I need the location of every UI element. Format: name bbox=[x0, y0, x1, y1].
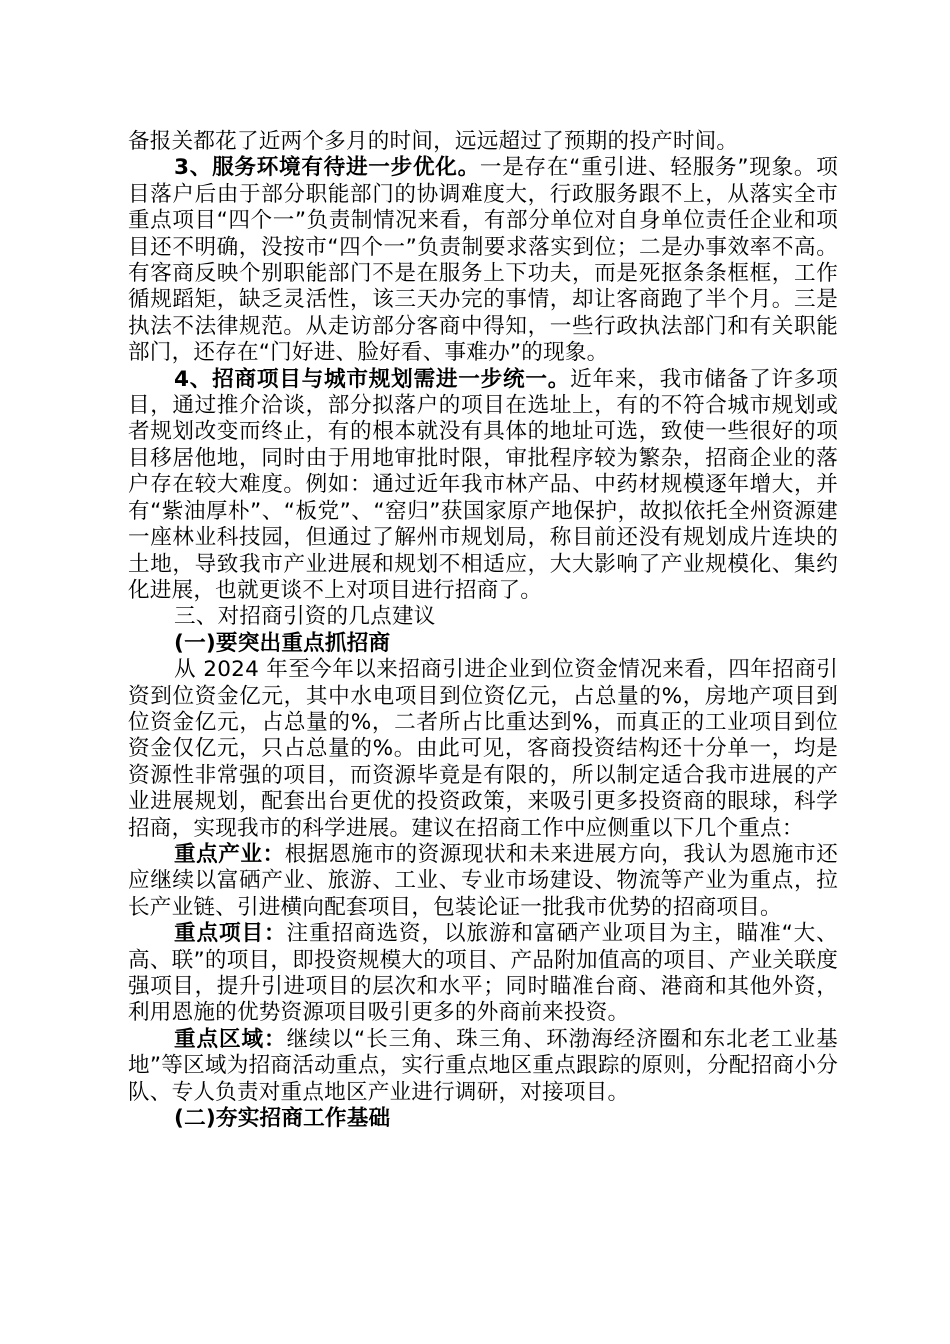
paragraph-urban-planning bbox=[128, 367, 838, 605]
paragraph-heading: 3、服务环境有待进一步优化。 bbox=[174, 155, 480, 181]
paragraph-text: 从 2024 年至今年以来招商引进企业到位资金情况来看，四年招商引资到位资金亿元，其中水电项目到位资亿元，占总量的%，房地产项目到位资金亿元，占总量的%，二者所占比重达到%，而真正的工业项目到位资金仅亿元，只占总量的%。由此可见，客商投资结构还十分单一，均是资源性非常强的项目，而资源毕竟是有限的，所以制定适合我市进展的产业进展规划，配套出台更优的投资政策，来吸引更多投资商的眼球，科学招商，实现我市的科学进展。建议在招商工作中应侧重以下几个重点： bbox=[128, 657, 838, 841]
paragraph-text: 近年来，我市储备了许多项目，通过推介洽谈，部分拟落户的项目在选址上，有的不符合城市规划或者规划改变而终止，有的根本就没有具体的地址可选，致使一些很好的项目移居他地，同时由于用地审批时限，审批程序较为繁杂，招商企业的落户存在较大难度。例如：通过近年我市林产品、中药材规模逐年增大，并有“紫油厚朴”、“板党”、“窑归”获国家原产地保护，故拟依托全州资源建一座林业科技园，但通过了解州市规划局，称目前还没有规划成片连块的土地，导致我市产业进展和规划不相适应，大大影响了产业规模化、集约化进展，也就更谈不上对项目进行招商了。 bbox=[128, 366, 838, 603]
paragraph-heading: 重点区域： bbox=[174, 1026, 287, 1052]
paragraph-key-regions bbox=[128, 1027, 838, 1106]
paragraph-key-projects bbox=[128, 921, 838, 1027]
paragraph-text: 继续以“长三角、珠三角、环渤海经济圈和东北老工业基地”等区域为招商活动重点，实行重点地区重点跟踪的原则，分配招商小分队、专人负责对重点地区产业进行调研，对接项目。 bbox=[128, 1026, 838, 1105]
subsection-heading-text: (一)要突出重点抓招商 bbox=[174, 630, 391, 656]
paragraph-funding-analysis bbox=[128, 657, 838, 842]
paragraph-text: 备报关都花了近两个多月的时间，远远超过了预期的投产时间。 bbox=[128, 129, 739, 154]
paragraph-service-environment bbox=[128, 155, 838, 366]
paragraph-text: 注重招商选资，以旅游和富硒产业项目为主，瞄准“大、高、联”的项目，即投资规模大的项目、产品附加值高的项目、产业关联度强项目，提升引进项目的层次和水平；同时瞄准台商、港商和其他外资，利用恩施的优势资源项目吸引更多的外商前来投资。 bbox=[128, 921, 838, 1026]
subsection-heading-key-investment bbox=[128, 631, 838, 657]
document-body bbox=[128, 129, 838, 1132]
paragraph-key-industries bbox=[128, 842, 838, 921]
section-heading-suggestions bbox=[128, 604, 838, 630]
section-heading-text: 三、对招商引资的几点建议 bbox=[174, 604, 436, 630]
paragraph-text: 根据恩施市的资源现状和未来进展方向，我认为恩施市还应继续以富硒产业、旅游、工业、专业市场建设、物流等产业为重点，拉长产业链、引进横向配套项目，包装论证一批我市优势的招商项目。 bbox=[128, 841, 838, 920]
paragraph-heading: 4、招商项目与城市规划需进一步统一。 bbox=[174, 366, 571, 392]
paragraph-heading: 重点项目： bbox=[174, 921, 287, 947]
subsection-heading-text: (二)夯实招商工作基础 bbox=[174, 1106, 391, 1132]
paragraph-heading: 重点产业： bbox=[174, 841, 285, 867]
paragraph-text: 一是存在“重引进、轻服务”现象。项目落户后由于部分职能部门的协调难度大，行政服务跟不上，从落实全市重点项目“四个一”负责制情况来看，有部分单位对自身单位责任企业和项目还不明确，没按市“四个一”负责制要求落实到位；二是办事效率不高。有客商反映个别职能部门不是在服务上下功夫，而是死抠条条框框，工作循规蹈矩，缺乏灵活性，该三天办完的事情，却让客商跑了半个月。三是执法不法律规范。从走访部分客商中得知，一些行政执法部门和有关职能部门，还存在“门好进、脸好看、事难办”的现象。 bbox=[128, 155, 838, 366]
subsection-heading-foundation bbox=[128, 1106, 838, 1132]
paragraph-continuation bbox=[128, 129, 838, 155]
